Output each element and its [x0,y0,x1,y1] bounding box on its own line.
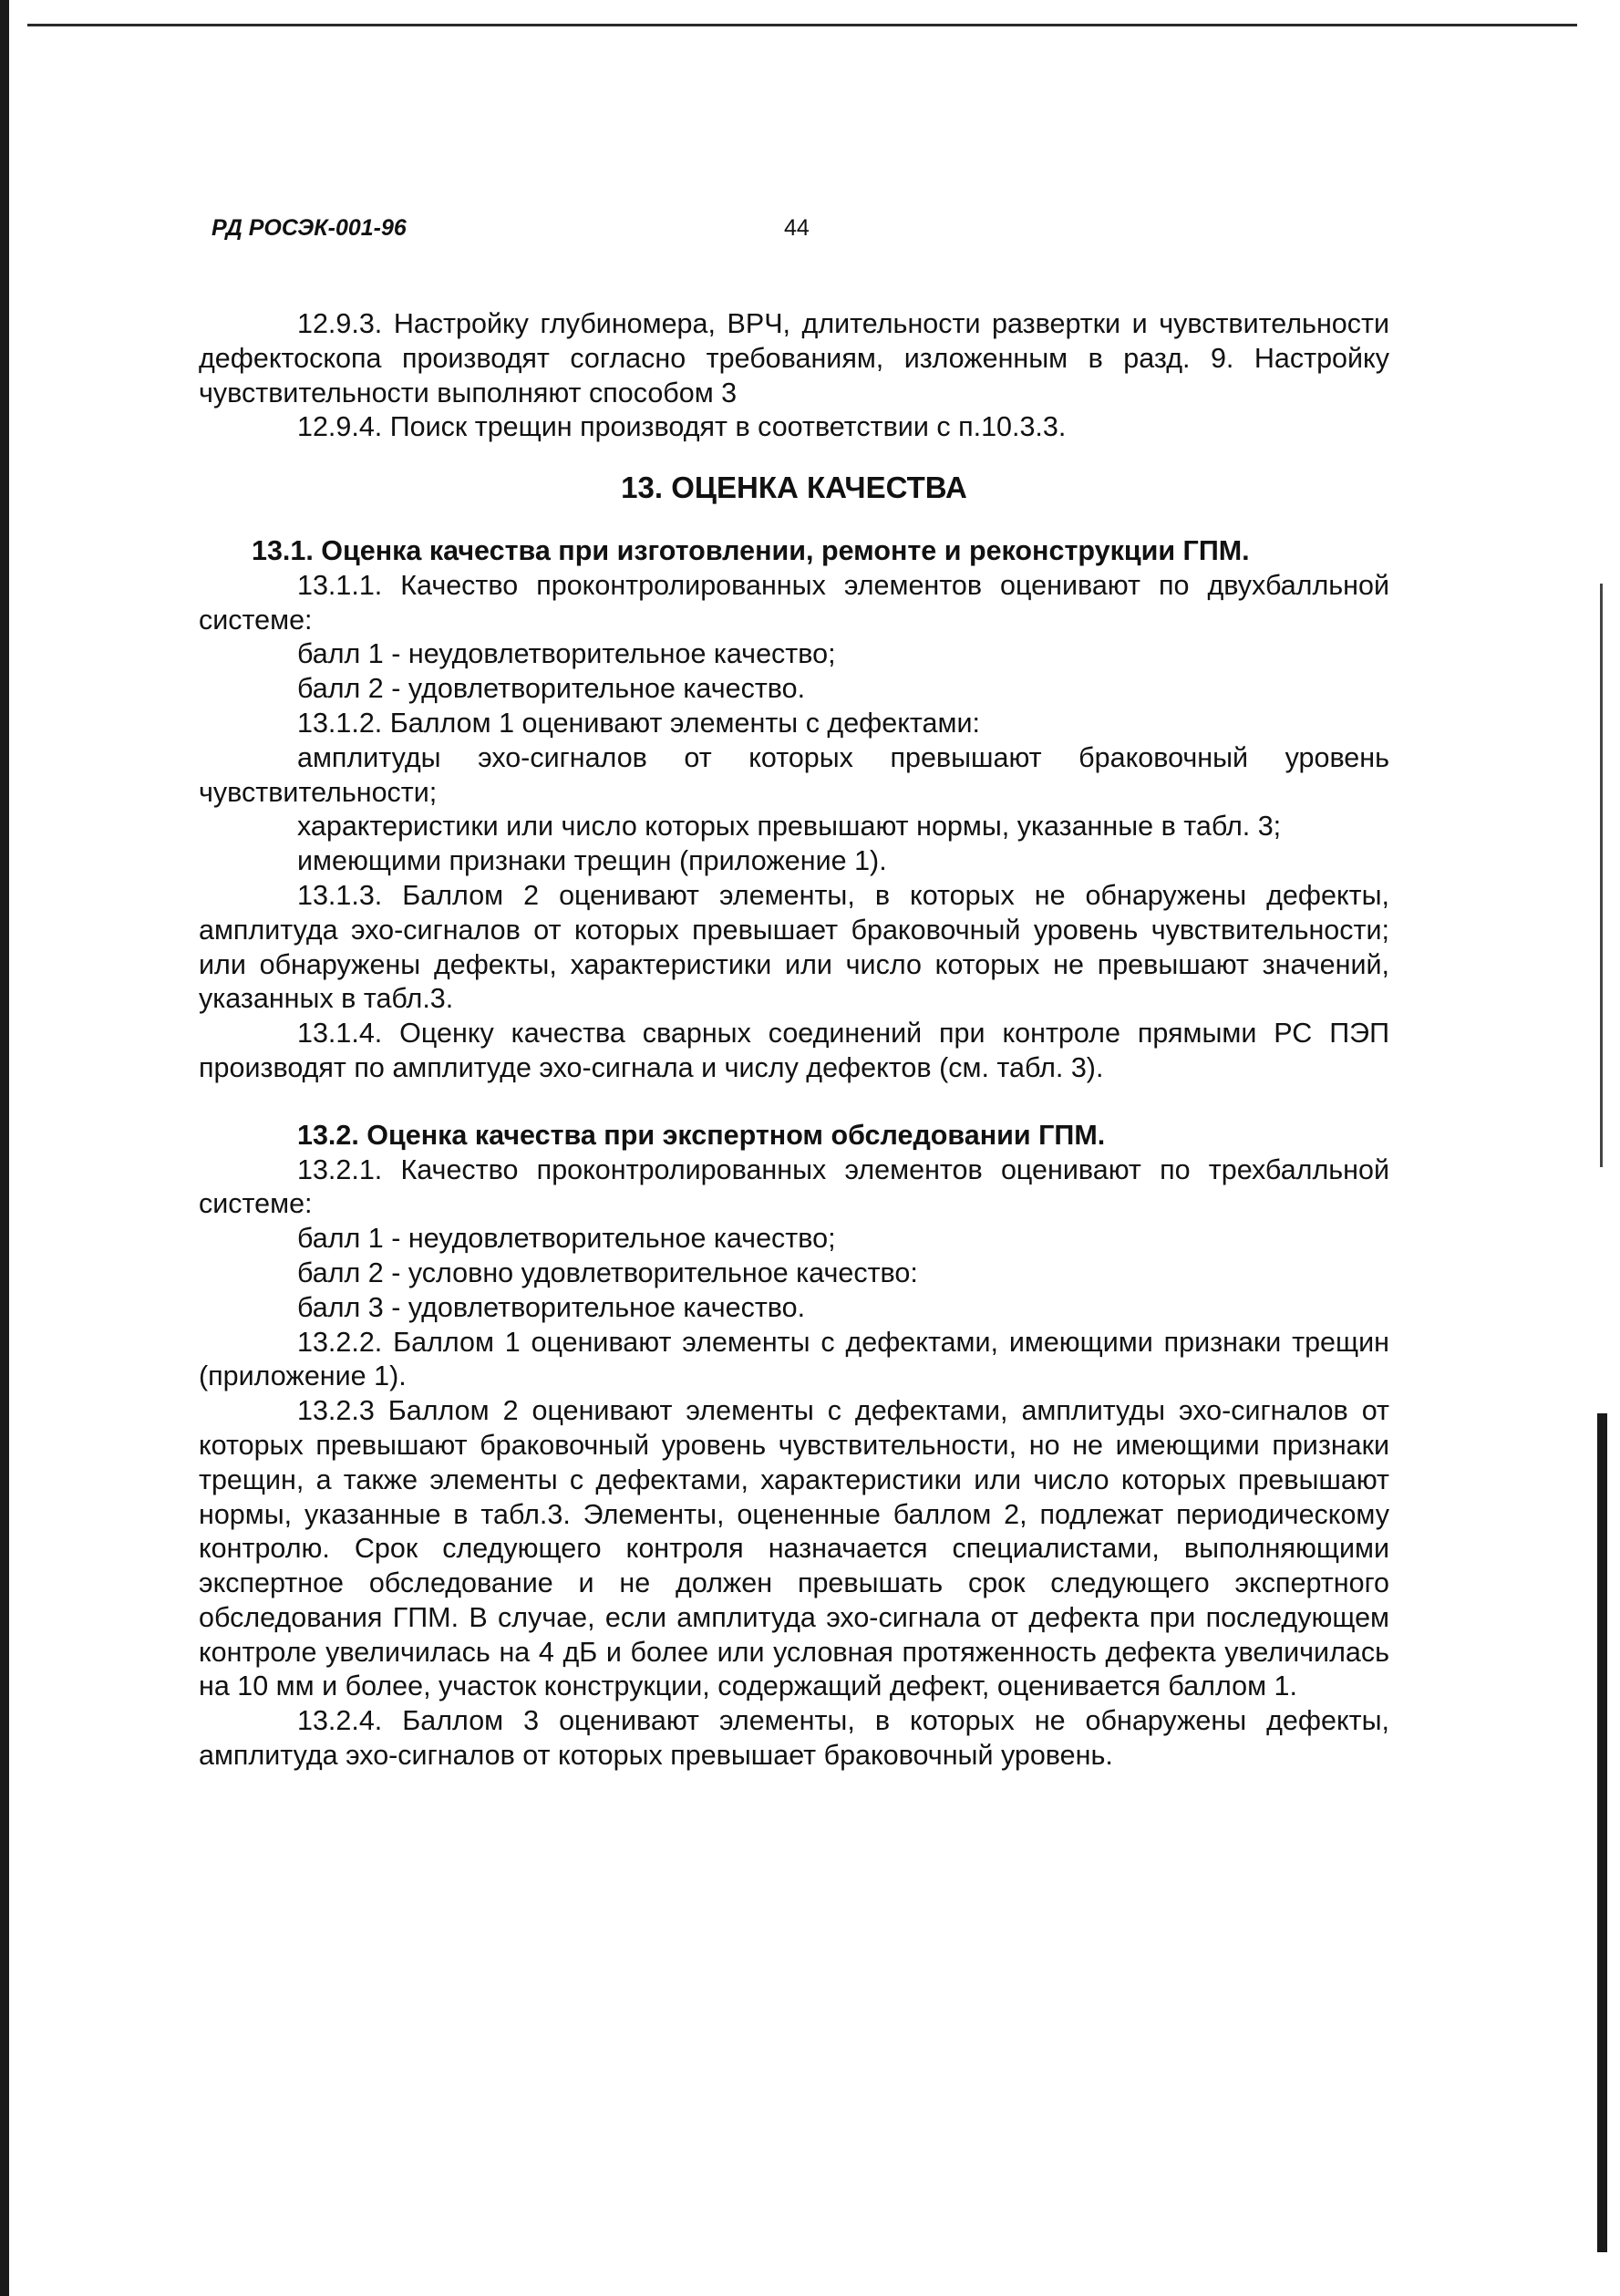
scan-border-top [27,24,1577,26]
paragraph-13-2-3: 13.2.3 Баллом 2 оценивают элементы с дефектами, амплитуды эхо-сигналов от которых превышают браковочный уровень чувствительности, но не имеющими признаки трещин, а также элементы с дефектами, характеристики или число которых превышают нормы, указанные в табл.3. Элементы, оцененные баллом 2, подлежат периодическому контролю. Срок следующего контроля назначается специалистами, выполняющими экспертное обследование и не должен превышать срок следующего экспертного обследования ГПМ. В случае, если амплитуда эхо-сигнала от дефекта при последующем контроле увеличилась на 4 дБ и более или условная протяженность дефекта увеличилась на 10 мм и более, участок конструкции, содержащий дефект, оценивается баллом 1. [199,1395,1389,1702]
paragraph-13-2-2: 13.2.2. Баллом 1 оценивают элементы с дефектами, имеющими признаки трещин (приложение 1). [199,1326,1389,1392]
paragraph-13-2-4: 13.2.4. Баллом 3 оценивают элементы, в которых не обнаружены дефекты, амплитуда эхо-сигналов от которых превышает браковочный уровень. [199,1705,1389,1772]
scan-border-right-thin [1600,584,1603,1167]
list-item: балл 1 - неудовлетворительное качество; [297,1223,836,1255]
list-item: имеющими признаки трещин (приложение 1). [297,845,887,877]
subsection-title: 13.2. Оценка качества при экспертном обследовании ГПМ. [297,1119,1106,1151]
scan-border-right [1597,1413,1607,2252]
page-number: 44 [784,215,810,241]
paragraph-13-1-1: 13.1.1. Качество проконтролированных элементов оценивают по двухбалльной системе: [199,569,1389,636]
paragraph-13-2-1: 13.2.1. Качество проконтролированных элементов оценивают по трехбалльной системе: [199,1153,1389,1220]
page-header [212,215,1397,252]
paragraph-13-1-2: 13.1.2. Баллом 1 оценивают элементы с дефектами: [297,707,980,739]
paragraph-13-1-2-a: амплитуды эхо-сигналов от которых превышают браковочный уровень чувствительности; [199,741,1389,808]
paragraph-12-9-3: 12.9.3. Настройку глубиномера, ВРЧ, длительности развертки и чувствительности дефектоскопа производят согласно требованиям, изложенным в разд. 9. Настройку чувствительности выполняют способом 3 [199,308,1389,409]
subsection-title: 13.1. Оценка качества при изготовлении, ремонте и реконструкции ГПМ. [252,534,1250,566]
list-item: балл 2 - условно удовлетворительное качество: [297,1257,918,1288]
paragraph-13-1-3: 13.1.3. Баллом 2 оценивают элементы, в которых не обнаружены дефекты, амплитуда эхо-сигналов от которых превышает браковочный уровень чувствительности; или обнаружены дефекты, характеристики или число которых не превышают значений, указанных в табл.3. [199,879,1389,1015]
document-body [199,307,1389,1774]
document-code: РД РОСЭК-001-96 [212,215,407,241]
paragraph-12-9-4: 12.9.4. Поиск трещин производят в соответствии с п.10.3.3. [297,411,1067,443]
list-item: балл 3 - удовлетворительное качество. [297,1291,806,1323]
list-item: балл 2 - удовлетворительное качество. [297,673,806,705]
section-title: 13. ОЦЕНКА КАЧЕСТВА [621,471,967,505]
paragraph-13-1-2-b: характеристики или число которых превышают нормы, указанные в табл. 3; [297,811,1282,843]
list-item: балл 1 - неудовлетворительное качество; [297,638,836,670]
paragraph-13-1-4: 13.1.4. Оценку качества сварных соединений при контроле прямыми РС ПЭП производят по амплитуде эхо-сигнала и числу дефектов (см. табл. 3). [199,1018,1389,1083]
scan-border-left [0,0,9,2296]
